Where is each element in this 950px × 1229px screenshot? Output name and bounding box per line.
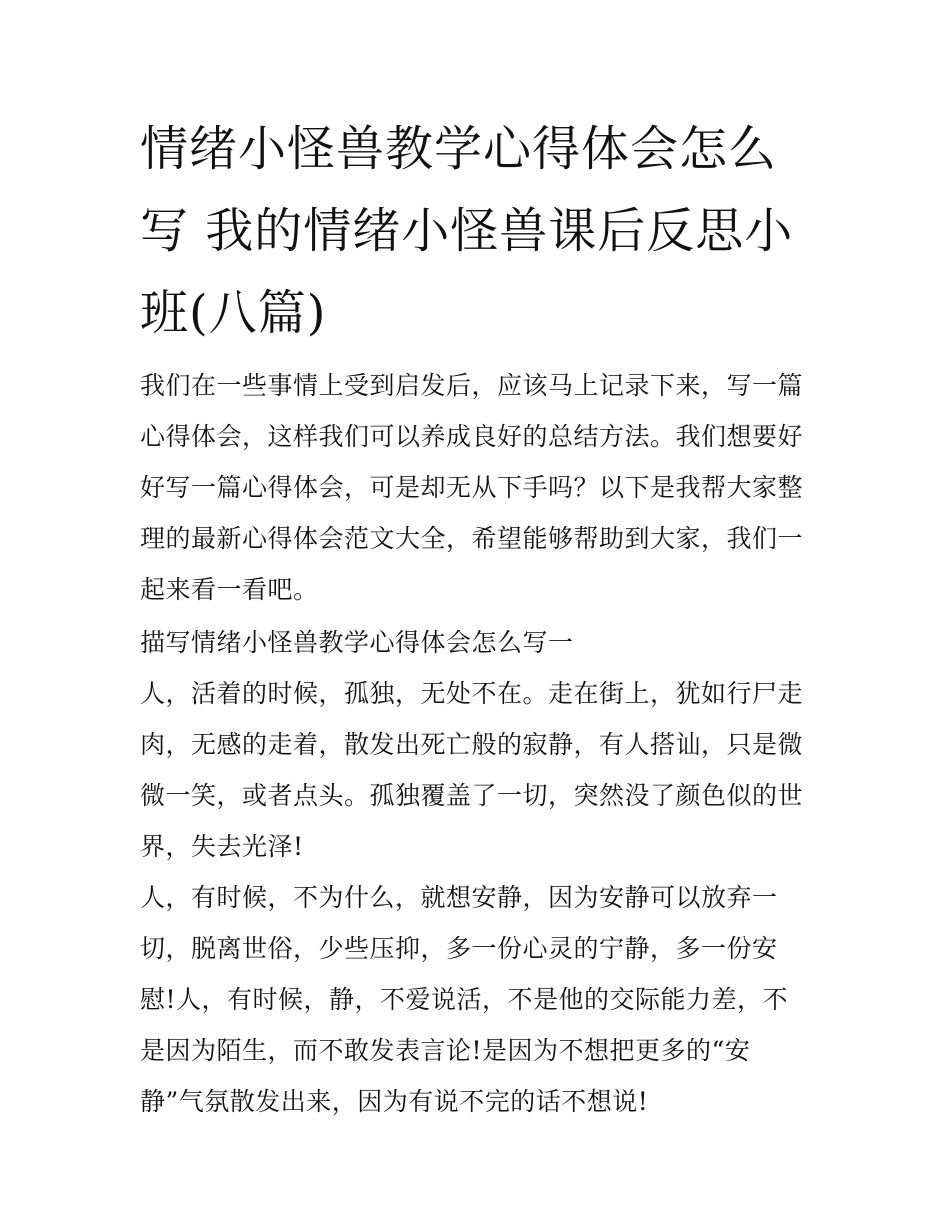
document-title: 情绪小怪兽教学心得体会怎么写 我的情绪小怪兽课后反思小班(八篇) [140, 121, 794, 341]
section-heading: 描写情绪小怪兽教学心得体会怎么写一 [140, 628, 574, 657]
document-page [140, 108, 812, 1127]
intro-paragraph: 我们在一些事情上受到启发后，应该马上记录下来，写一篇心得体会，这样我们可以养成良好的总结方法。我们想要好好写一篇心得体会，可是却无从下手吗？以下是我帮大家整理的最新心得体会范文大全，希望能够帮助到大家，我们一起来看一看吧。 [140, 371, 804, 604]
body-paragraph-2: 人，有时候，不为什么，就想安静，因为安静可以放弃一切，脱离世俗，少些压抑，多一份心灵的宁静，多一份安慰!人，有时候，静，不爱说活，不是他的交际能力差，不是因为陌生，而不敢发表言论!是因为不想把更多的“安静”气氛散发出来，因为有说不完的话不想说! [140, 883, 789, 1116]
body-paragraph-1: 人，活着的时候，孤独，无处不在。走在街上，犹如行尸走肉，无感的走着，散发出死亡般的寂静，有人搭讪，只是微微一笑，或者点头。孤独覆盖了一切，突然没了颜色似的世界，失去光泽! [140, 679, 804, 861]
